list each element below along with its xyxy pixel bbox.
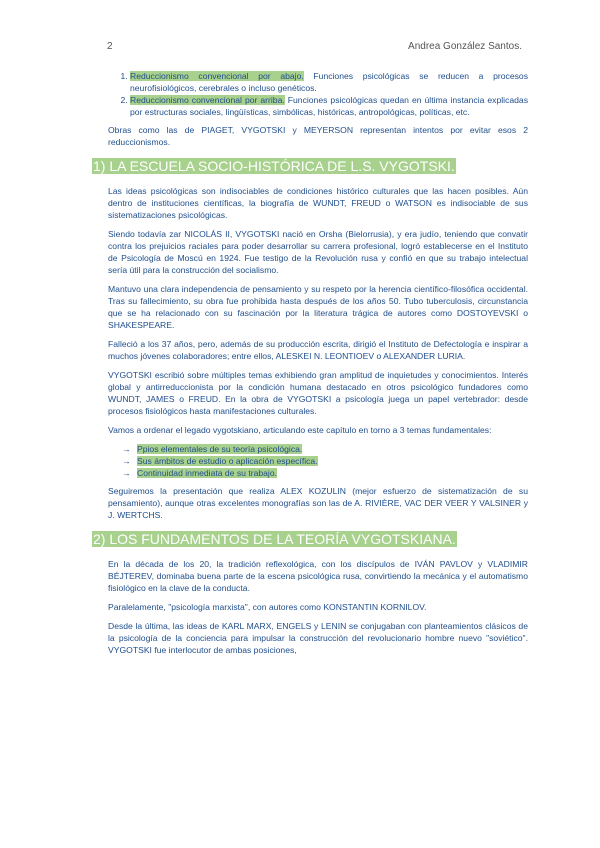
topic-text: Continuidad inmediata de su trabajo.: [137, 468, 277, 478]
paragraph: Vamos a ordenar el legado vygotskiano, articulando este capítulo en torno a 3 temas fundamentales:: [108, 425, 492, 435]
list-item-text: Funciones psicológicas se reducen a procesos neurofisiológicos, cerebrales o incluso genéticos.: [130, 71, 528, 93]
paragraph: Mantuvo una clara independencia de pensamiento y su respeto por la herencia científico-filosófica occidental. Tras su fallecimiento, su obra fue prohibida hasta después de los años 50. Tubo tuberculosis, circunstancia que se ha relacionado con su fascinación por la literatura trágica de autores como DOSTOYEVSKI o SHAKESPEARE.: [108, 284, 528, 330]
list-item: [122, 443, 528, 455]
section-heading: [92, 530, 528, 548]
highlighted-term: Reduccionismo convencional por abajo.: [130, 71, 304, 81]
paragraph: Paralelamente, "psicología marxista", con autores como KONSTANTIN KORNILOV.: [108, 602, 427, 612]
topic-list: [122, 443, 528, 479]
paragraph: En la década de los 20, la tradición reflexológica, con los discípulos de IVÁN PAVLOV y VLADIMIR BÉJTEREV, dominaba buena parte de la escena psicológica rusa, convirtiendo la mecánica y el automatismo fisiológico en la clave de la conducta.: [108, 559, 528, 593]
page-number: 2: [107, 41, 113, 52]
list-item: [130, 94, 528, 118]
section-heading-text: 1) LA ESCUELA SOCIO-HISTÓRICA DE L.S. VYGOTSKI.: [93, 158, 455, 174]
paragraph: Desde la última, las ideas de KARL MARX, ENGELS y LENIN se conjugaban con planteamientos clásicos de la psicología de la conciencia para impulsar la construcción del revolucionario hombre nuevo "soviético". VYGOTSKI fue interlocutor de ambas posiciones,: [108, 621, 528, 655]
paragraph: Siendo todavía zar NICOLÁS II, VYGOTSKI nació en Orsha (Bielorrusia), y era judío, teniendo que convatir contra los prejuicios raciales para poder desarrollar su carrera profesional, logró establecerse en el Instituto de Psicología de Moscú en 1924. Fue testigo de la Revolución rusa y confió en que su trabajo intelectual sería útil para la construcción del socialismo.: [108, 229, 528, 275]
list-item: [130, 70, 528, 94]
section-heading-text: 2) LOS FUNDAMENTOS DE LA TEORÍA VYGOTSKIANA.: [93, 531, 456, 547]
reductionism-list: [108, 70, 528, 118]
page-content: [93, 70, 529, 663]
topic-text: Ppios elementales de su teoría psicológica.: [137, 444, 303, 454]
paragraph: Seguiremos la presentación que realiza ALEX KOZULIN (mejor esfuerzo de sistematización de su pensamiento), aunque otras excelentes monografías son las de A. RIVIÈRE, VAC DER VEER Y VALSINER y J. WERTCHS.: [108, 486, 528, 520]
arrow-icon: →: [122, 444, 131, 454]
arrow-icon: →: [122, 456, 131, 466]
section-heading: [92, 157, 528, 175]
highlighted-term: Reduccionismo convencional por arriba.: [130, 95, 285, 105]
list-item: [122, 455, 528, 467]
arrow-icon: →: [122, 468, 131, 478]
paragraph: VYGOTSKI escribió sobre múltiples temas exhibiendo gran amplitud de inquietudes y conocimientos. Interés global y antirreduccionista por la condición humana destacado en otros psicológico fundadores como WUNDT, JAMES o FREUD. En la obra de VYGOTSKI a psicología juega un papel vertebrador: desde procesos fisiológicos hasta manifestaciones culturales.: [108, 370, 528, 416]
list-item-text: Funciones psicológicas quedan en última instancia explicadas por estructuras sociales, lingüísticas, simbólicas, históricas, antropológicas, políticas, etc.: [130, 95, 529, 117]
paragraph: Obras como las de PIAGET, VYGOTSKI y MEYERSON representan intentos por evitar esos 2 reduccionismos.: [108, 125, 528, 147]
header-author: Andrea González Santos.: [408, 41, 522, 52]
topic-text: Sus ámbitos de estudio o aplicación específica.: [137, 456, 318, 466]
paragraph: Falleció a los 37 años, pero, además de su producción escrita, dirigió el Instituto de Defectología e inspirar a muchos jóvenes colaboradores; entre ellos, ALESKEI N. LEONTIOEV o ALEXANDER LURIA.: [108, 339, 528, 361]
list-item: [122, 467, 528, 479]
paragraph: Las ideas psicológicas son indisociables de condiciones histórico culturales que las hacen posibles. Aún dentro de instituciones científicas, la biografía de WUNDT, FREUD o WATSON es indisociable de sus sistematizaciones psicológicas.: [108, 186, 528, 220]
